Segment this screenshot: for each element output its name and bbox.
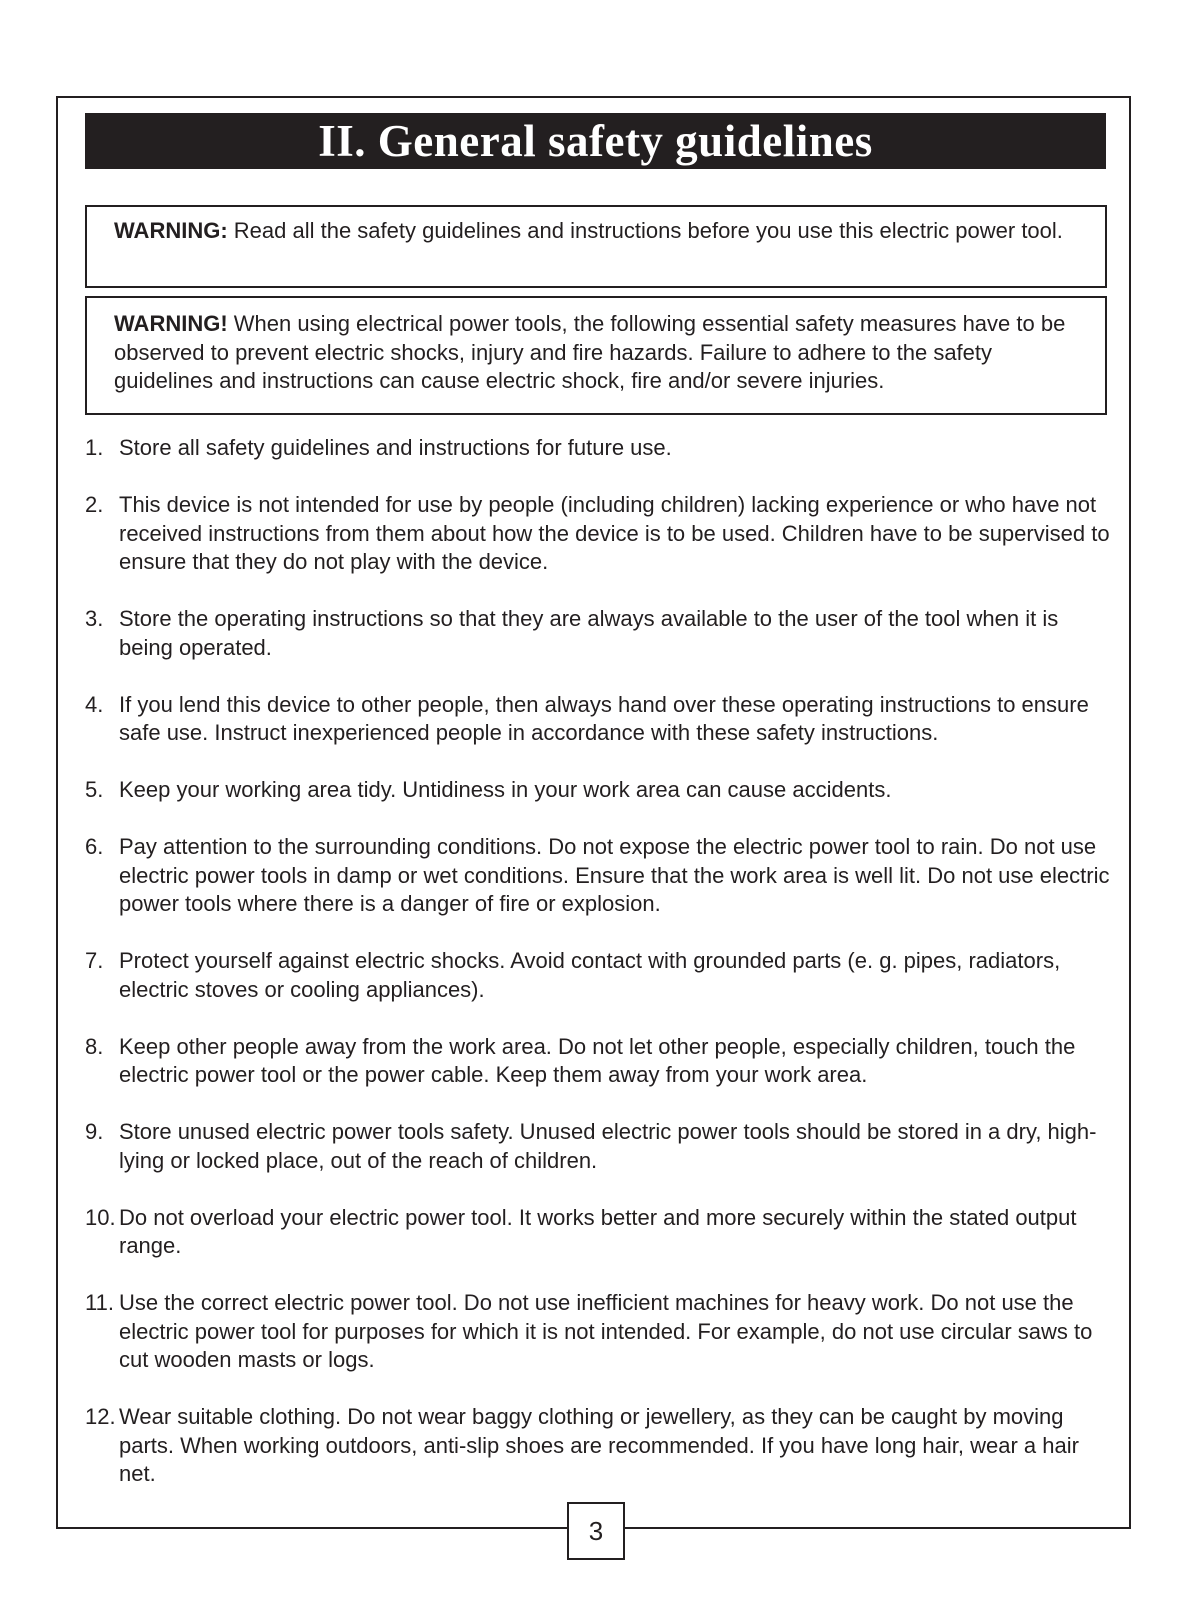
item-text: Protect yourself against electric shocks. Avoid contact with grounded parts (e. g. pipes, radiators, electric stoves or cooling appliances).: [119, 948, 1061, 1002]
list-item: [85, 1204, 1115, 1261]
warning-box-read-guidelines: [85, 205, 1107, 288]
item-text: Store all safety guidelines and instructions for future use.: [119, 435, 672, 460]
item-number: 12.: [85, 1404, 116, 1429]
item-number: 9.: [85, 1119, 104, 1144]
item-number: 3.: [85, 606, 104, 631]
safety-guidelines-list: [85, 434, 1115, 1517]
warning-label: WARNING:: [114, 218, 228, 243]
warning-text: When using electrical power tools, the following essential safety measures have to be observed to prevent electric shocks, injury and fire hazards. Failure to adhere to the safety guidelines and instructions can cause electric shock, fire and/or severe injuries.: [114, 311, 1066, 393]
list-item: [85, 1033, 1115, 1090]
item-number: 5.: [85, 777, 104, 802]
warning-box-safety-measures: [85, 296, 1107, 415]
list-item: [85, 1403, 1115, 1489]
list-item: [85, 491, 1115, 577]
section-title: II. General safety guidelines: [318, 116, 873, 166]
list-item: [85, 691, 1115, 748]
item-text: Do not overload your electric power tool. It works better and more securely within the stated output range.: [119, 1204, 1077, 1258]
item-text: Use the correct electric power tool. Do not use inefficient machines for heavy work. Do not use the electric power tool for purposes for which it is not intended. For example, do not use circular saws to cut wooden masts or logs.: [119, 1290, 1093, 1372]
list-item: [85, 434, 1115, 463]
warning-label: WARNING!: [114, 311, 228, 336]
item-text: Store unused electric power tools safety. Unused electric power tools should be stored in a dry, high-lying or locked place, out of the reach of children.: [119, 1119, 1097, 1173]
item-text: This device is not intended for use by people (including children) lacking experience or who have not received instructions from them about how the device is to be used. Children have to be supervised to ensure that they do not play with the device.: [119, 492, 1110, 574]
item-number: 4.: [85, 691, 104, 717]
item-number: 10.: [85, 1204, 116, 1230]
item-text: Store the operating instructions so that they are always available to the user of the tool when it is being operated.: [119, 606, 1059, 660]
page-number: 3: [567, 1502, 625, 1560]
item-text: Keep other people away from the work area. Do not let other people, especially children, touch the electric power tool or the power cable. Keep them away from your work area.: [119, 1033, 1076, 1087]
item-text: Wear suitable clothing. Do not wear baggy clothing or jewellery, as they can be caught by moving parts. When working outdoors, anti-slip shoes are recommended. If you have long hair, wear a hair net.: [119, 1404, 1079, 1486]
item-number: 2.: [85, 492, 104, 517]
list-item: [85, 605, 1115, 662]
list-item: [85, 1118, 1115, 1175]
item-number: 1.: [85, 435, 104, 460]
section-title-bar: [85, 113, 1106, 169]
item-text: Pay attention to the surrounding conditions. Do not expose the electric power tool to rain. Do not use electric power tools in damp or wet conditions. Ensure that the work area is well lit. Do not use electric power tools where there is a danger of fire or explosion.: [119, 834, 1110, 916]
list-item: [85, 833, 1115, 919]
warning-text: Read all the safety guidelines and instructions before you use this electric power tool.: [227, 218, 1063, 243]
item-number: 7.: [85, 948, 104, 973]
list-item: [85, 1289, 1115, 1375]
item-text: If you lend this device to other people, then always hand over these operating instructions to ensure safe use. Instruct inexperienced people in accordance with these safety instructions.: [119, 691, 1089, 745]
list-item: [85, 947, 1115, 1004]
item-number: 6.: [85, 834, 104, 859]
item-text: Keep your working area tidy. Untidiness in your work area can cause accidents.: [119, 777, 892, 802]
list-item: [85, 776, 1115, 805]
item-number: 11.: [85, 1290, 114, 1315]
item-number: 8.: [85, 1033, 104, 1059]
